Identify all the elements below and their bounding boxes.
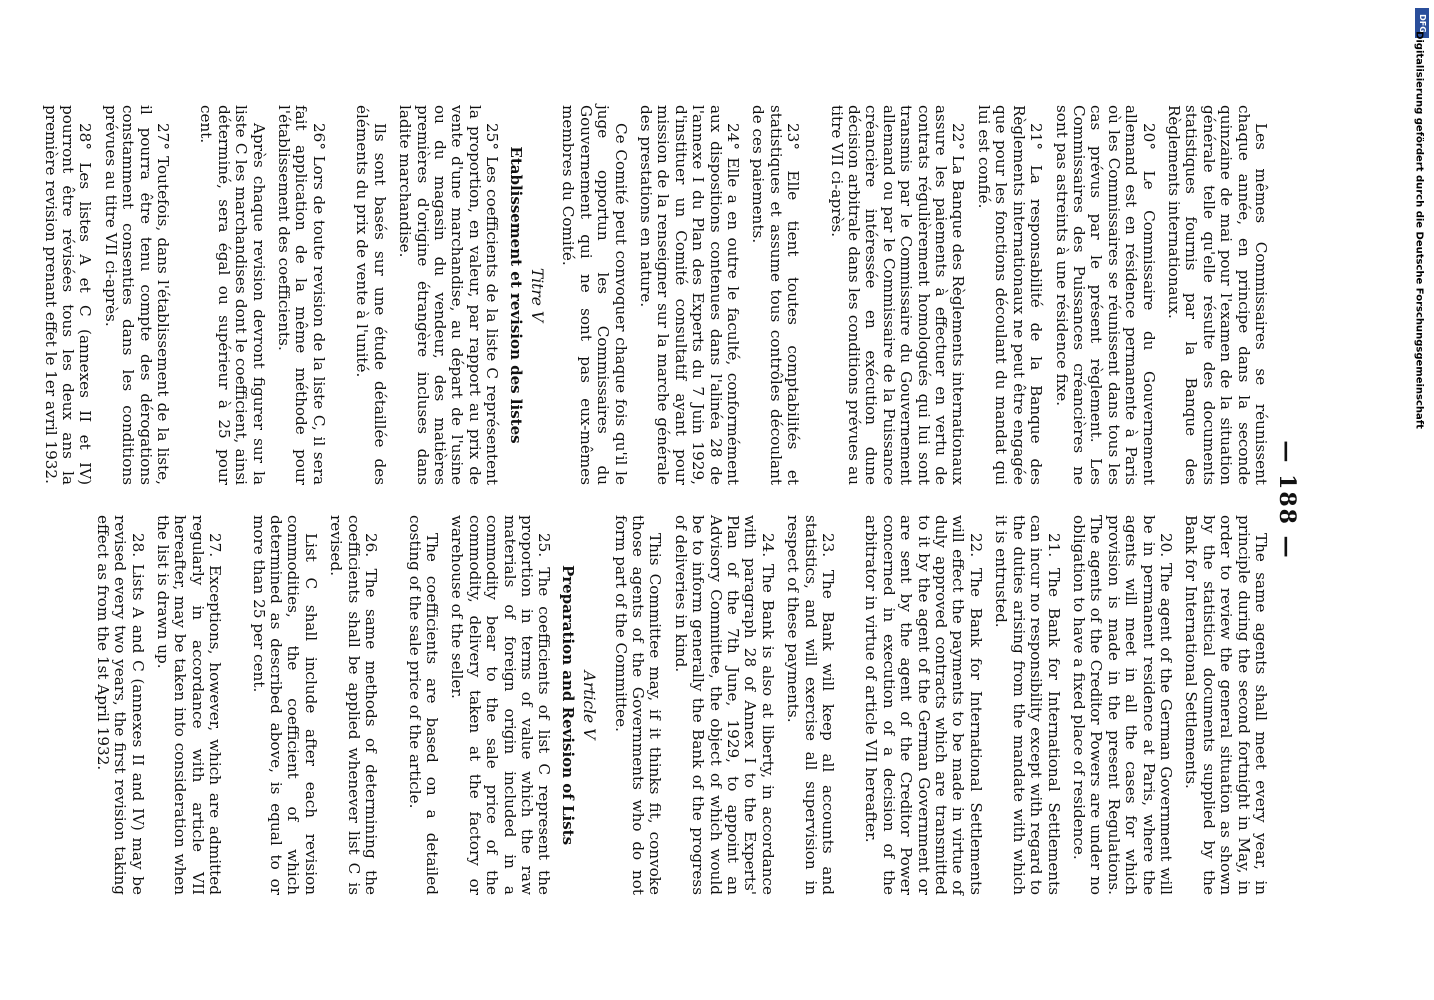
- fr-paragraph-24b: Ce Comité peut convoquer chaque fois qu'il le juge opportun les Commissaires du Gouvernement qui ne sont pas eux-mêmes membres du Comité.: [559, 105, 630, 485]
- fr-paragraph-26b: Après chaque revision devront figurer sur la liste C les marchandises dont le coefficient, ainsi déterminé, sera égal ou supérieur à 25 pour cent.: [197, 105, 268, 485]
- french-column: [33, 105, 1269, 485]
- dfg-logo: DFG: [1415, 8, 1429, 38]
- en-paragraph-20: 20. The agent of the German Government will be in permanent residence at Paris, where the agents will meet in all the cases for which provision is made in the present Regulations. The agents of the Creditor Powers are under no obligation to have a fixed place of residence.: [1069, 515, 1175, 895]
- fr-paragraph-28: 28° Les listes A et C (annexes II et IV) pourront être révisées tous les deux ans la première revision prenant effet le 1er avril 1932.: [41, 105, 95, 485]
- credit-text: Digitalisierung gefördert durch die Deutsche Forschungsgemeinschaft: [1413, 31, 1425, 429]
- digitization-credit: [1410, 31, 1428, 429]
- fr-paragraph-20: 20° Le Commissaire du Gouvernement allemand est en résidence permanente à Paris où les Commissaires se réunissent dans tous les cas prévus par le présent règlement. Les Commissaires des Puissances créancières ne sont pas astreints à une résidence fixe.: [1052, 105, 1158, 485]
- en-paragraph-26: 26. The same methods of determining the coefficients shall be applied whenever list C is revised.: [327, 515, 381, 895]
- fr-paragraph-25b: Ils sont basés sur une étude détaillée des éléments du prix de vente à l'unité.: [353, 105, 389, 485]
- en-paragraph-28: 28. Lists A and C (annexes II and IV) may be revised every two years, the first revision taking effect as from the 1st April 1932.: [93, 515, 147, 895]
- fr-paragraph-25: 25° Les coefficients de la liste C représentent la proportion, en valeur, par rapport au prix de vente d'une marchandise, au départ de l'usine ou du magasin du vendeur, des matières premières d'origine étrangère incluses dans ladite marchandise.: [396, 105, 502, 485]
- english-column: [85, 515, 1269, 895]
- en-section-subtitle: Preparation and Revision of Lists: [558, 564, 577, 846]
- fr-paragraph-27: 27° Toutefois, dans l'établissement de la liste, il pourra être tenu compte des dérogations constamment consenties dans les conditions prévues au titre VII ci-après.: [101, 105, 173, 485]
- en-paragraph-23: 23. The Bank will keep all accounts and statistics, and will exercise all supervision in respect of these payments.: [784, 515, 838, 895]
- en-paragraph-intro: The same agents shall meet every year, in principle during the second fortnight in May, in order to review the general situation as shown by the statistical documents supplied by the Bank for International Settlements.: [1182, 515, 1270, 895]
- en-paragraph-24: 24. The Bank is also at liberty, in accordance with paragraph 28 of Annex I to the Experts' Plan of the 7th June, 1929, to appoint an Advisory Committee, the object of which would be to inform generally the Bank of the progress of deliveries in kind.: [671, 515, 777, 895]
- en-paragraph-26b: List C shall include after each revision commodities, the coefficient of which determined as described above, is equal to or more than 25 per cent.: [249, 515, 320, 895]
- en-paragraph-25: 25. The coefficients of list C represent the proportion in terms of value which the raw materials of foreign origin included in a commodity bear to the sale price of the commodity, delivery taken at the factory or warehouse of the seller.: [448, 515, 554, 895]
- page-number: — 188 —: [1274, 440, 1300, 560]
- en-section-title: Article V: [580, 670, 599, 740]
- rotated-content: [41, 105, 1307, 895]
- fr-paragraph-22: 22° La Banque des Règlements internationaux assure les paiements à effectuer en vertu de contrats régulièrement homologués qui lui sont transmis par le Commissaire du Gouvernement allemand ou par le Commissaire de la Puissance créancière intéressée en exécution dune décision arbitrale dans les conditions prévues au titre VII ci-après.: [827, 105, 968, 485]
- en-paragraph-27: 27. Exceptions, however, which are admitted regularly in accordance with article VII hereafter, may be taken into consideration when the list is drawn up.: [154, 515, 225, 895]
- fr-paragraph-21: 21° La responsabilité de la Banque des Règlements internationaux ne peut être engagée que pour les fonctions découlant du mandat qui lui est confié.: [974, 105, 1046, 485]
- en-paragraph-22: 22. The Bank for International Settlements will effect the payments to be made in virtue of duly approved contracts which are transmitted to it by the agent of the German Government or are sent by the agent of the Creditor Power concerned in execution of a decision of the arbitrator in virtue of article VII hereafter.: [862, 515, 985, 895]
- fr-paragraph-23: 23° Elle tient toutes comptabilités et statistiques et assume tous contrôles découlant de ces paiements.: [749, 105, 803, 485]
- fr-paragraph-26: 26° Lors de toute revision de la liste C, il sera fait application de la même méthode pour l'établissement des coefficients.: [275, 105, 328, 485]
- fr-paragraph-24: 24° Elle a en outre le faculté, conformément aux dispositions contenues dans l'alinéa 28 de l'annexe I du Plan des Experts du 7 Juin 1929, d'instituer un Comité consultatif ayant pour mission de la renseigner sur la marche générale des prestations en nature.: [637, 105, 743, 485]
- en-paragraph-25b: The coefficients are based on a detailed costing of the sale price of the article.: [405, 515, 441, 895]
- fr-paragraph-intro: Les mêmes Commissaires se réunissent chaque année, en principe dans la seconde quinzaine de mai pour l'examen de la situation générale telle qu'elle résulte des documents statistiques fournis par la Banque des Règlements internationaux.: [1164, 105, 1270, 485]
- fr-section-title: Titre V: [527, 267, 546, 323]
- fr-section-subtitle: Etablissement et revision des listes: [506, 146, 525, 444]
- en-paragraph-21: 21. The Bank for International Settlements can incur no responsibility except with regard to the duties arising from the mandate with which it is entrusted.: [992, 515, 1063, 895]
- en-paragraph-24b: This Committee may, if it thinks fit, convoke those agents of the Governments who do not form part of the Committee.: [611, 515, 665, 895]
